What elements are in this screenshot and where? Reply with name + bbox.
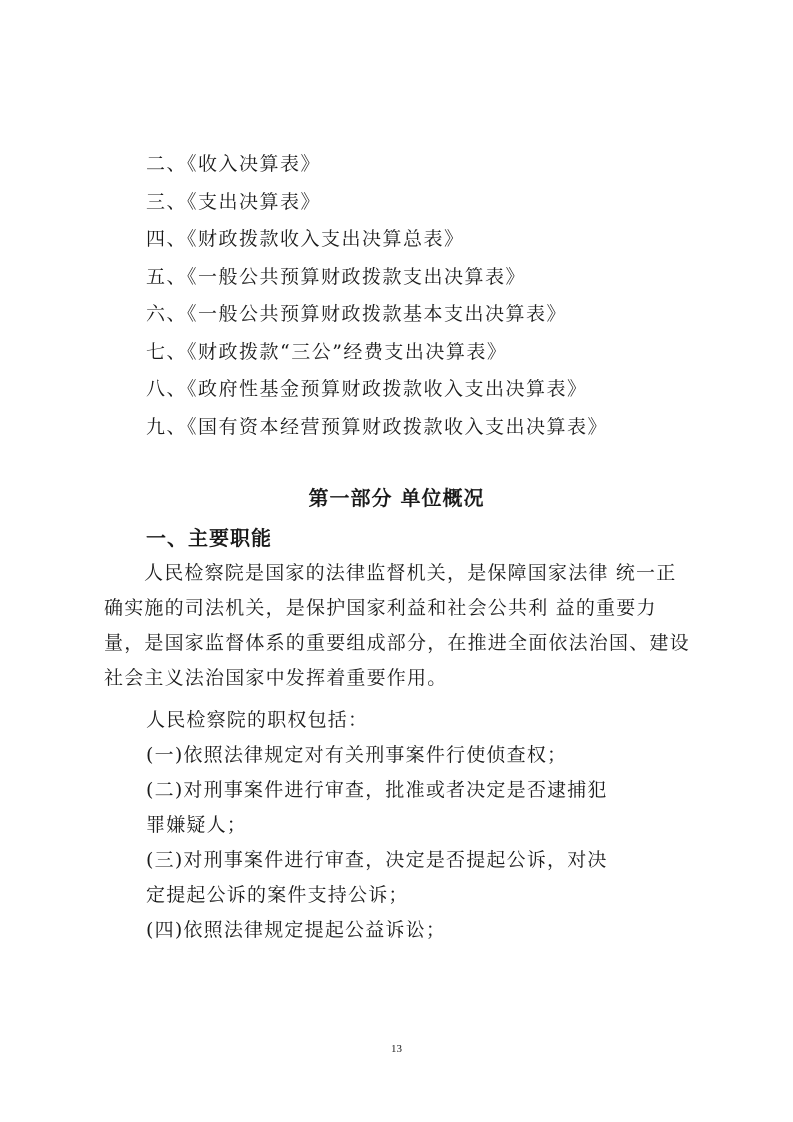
powers-list <box>146 703 706 948</box>
toc-item-3: 三、《支出决算表》 <box>146 190 322 213</box>
toc-item-8: 八、《政府性基金预算财政拨款收入支出决算表》 <box>146 378 588 400</box>
page-number: 13 <box>391 1043 402 1055</box>
section-title: 第一部分 单位概况 <box>308 486 485 510</box>
subhead-main-functions: 一、主要职能 <box>146 526 272 550</box>
powers-line: 罪嫌疑人； <box>146 814 248 836</box>
powers-line: (四)依照法律规定提起公益诉讼； <box>146 919 447 941</box>
toc-item-4: 四、《财政拨款收入支出决算总表》 <box>146 228 465 250</box>
toc-item-7: 七、《财政拨款“三公”经费支出决算表》 <box>146 340 508 363</box>
powers-line: (二)对刑事案件进行审查，批准或者决定是否逮捕犯 <box>146 779 608 801</box>
powers-line: (三)对刑事案件进行审查，决定是否提起公诉，对决 <box>146 849 608 871</box>
powers-line: 定提起公诉的案件支持公诉； <box>146 884 409 906</box>
toc-item-6: 六、《一般公共预算财政拨款基本支出决算表》 <box>146 303 568 325</box>
powers-intro: 人民检察院的职权包括： <box>146 709 369 731</box>
toc-item-9: 九、《国有资本经营预算财政拨款收入支出决算表》 <box>146 415 609 438</box>
toc-item-2: 二、《收入决算表》 <box>146 153 322 175</box>
table-of-contents <box>146 146 706 446</box>
toc-item-5: 五、《一般公共预算财政拨款支出决算表》 <box>146 265 527 288</box>
powers-line: (一)依照法律规定对有关刑事案件行使侦查权； <box>146 744 568 766</box>
functions-paragraph: 人民检察院是国家的法律监督机关，是保障国家法律 统一正确实施的司法机关，是保护国家利益和社会公共利 益的重要力量，是国家监督体系的重要组成部分，在推进全面依法治国、建设社会主义法治国家中发挥着重要作用。 <box>104 562 690 689</box>
